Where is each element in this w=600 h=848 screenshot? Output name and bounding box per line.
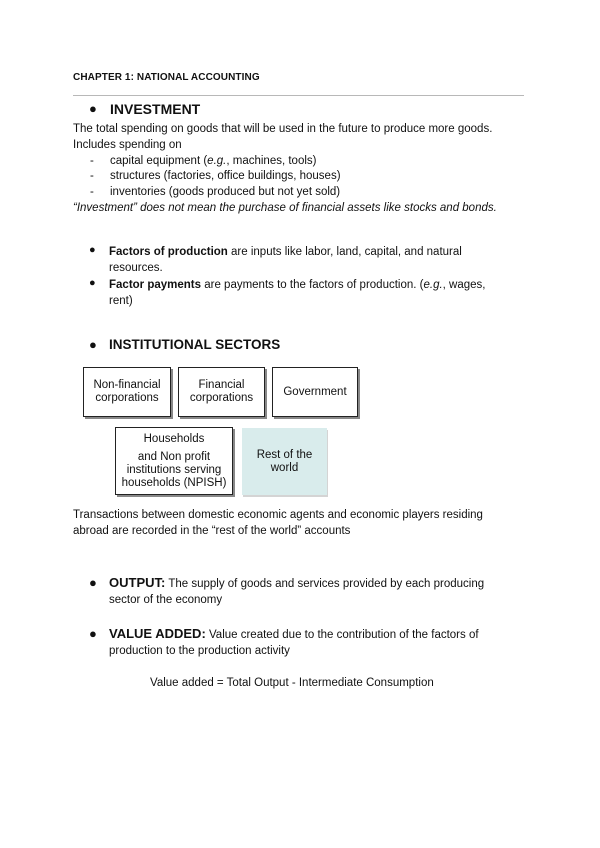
header-divider bbox=[73, 95, 524, 96]
transactions-line1: Transactions between domestic economic agents and economic players residing bbox=[73, 509, 483, 521]
bullet-icon: ● bbox=[89, 101, 97, 116]
value-added-line1: VALUE ADDED: Value created due to the contribution of the factors of bbox=[109, 626, 479, 641]
factor-payments-line2: rent) bbox=[109, 295, 133, 307]
sector-box-government: Government bbox=[272, 367, 358, 417]
list-dash: - bbox=[90, 170, 94, 182]
bullet-icon: ● bbox=[89, 575, 97, 590]
list-dash: - bbox=[90, 186, 94, 198]
value-added-formula: Value added = Total Output - Intermediate Consumption bbox=[150, 677, 434, 689]
bullet-icon: ● bbox=[89, 337, 97, 352]
factor-payments-line1: Factor payments are payments to the factors of production. (e.g., wages, bbox=[109, 279, 486, 291]
sector-box-nonfinancial: Non-financial corporations bbox=[83, 367, 171, 417]
investment-definition-line2: Includes spending on bbox=[73, 139, 182, 151]
transactions-line2: abroad are recorded in the “rest of the world” accounts bbox=[73, 525, 351, 537]
investment-definition-line1: The total spending on goods that will be used in the future to produce more goods. bbox=[73, 123, 493, 135]
value-added-line2: production to the production activity bbox=[109, 645, 290, 657]
factors-production-line2: resources. bbox=[109, 262, 163, 274]
sector-box-rest-of-world: Rest of the world bbox=[242, 428, 327, 495]
list-dash: - bbox=[90, 155, 94, 167]
investment-item-structures: structures (factories, office buildings, houses) bbox=[110, 170, 341, 182]
output-line2: sector of the economy bbox=[109, 594, 223, 606]
chapter-title: CHAPTER 1: NATIONAL ACCOUNTING bbox=[73, 72, 260, 83]
output-line1: OUTPUT: The supply of goods and services provided by each producing bbox=[109, 575, 485, 590]
investment-heading: INVESTMENT bbox=[110, 101, 201, 117]
investment-note: “Investment” does not mean the purchase of financial assets like stocks and bonds. bbox=[73, 202, 497, 214]
bullet-icon: ● bbox=[89, 277, 96, 289]
investment-item-inventories: inventories (goods produced but not yet sold) bbox=[110, 186, 341, 198]
sector-box-households: Households and Non profit institutions serving households (NPISH) bbox=[115, 427, 233, 495]
bullet-icon: ● bbox=[89, 244, 96, 256]
investment-item-capital: capital equipment (e.g., machines, tools) bbox=[110, 155, 317, 167]
factors-production-line1: Factors of production are inputs like labor, land, capital, and natural bbox=[109, 246, 462, 258]
bullet-icon: ● bbox=[89, 626, 97, 641]
sectors-heading: INSTITUTIONAL SECTORS bbox=[109, 337, 281, 352]
sector-box-financial: Financial corporations bbox=[178, 367, 265, 417]
